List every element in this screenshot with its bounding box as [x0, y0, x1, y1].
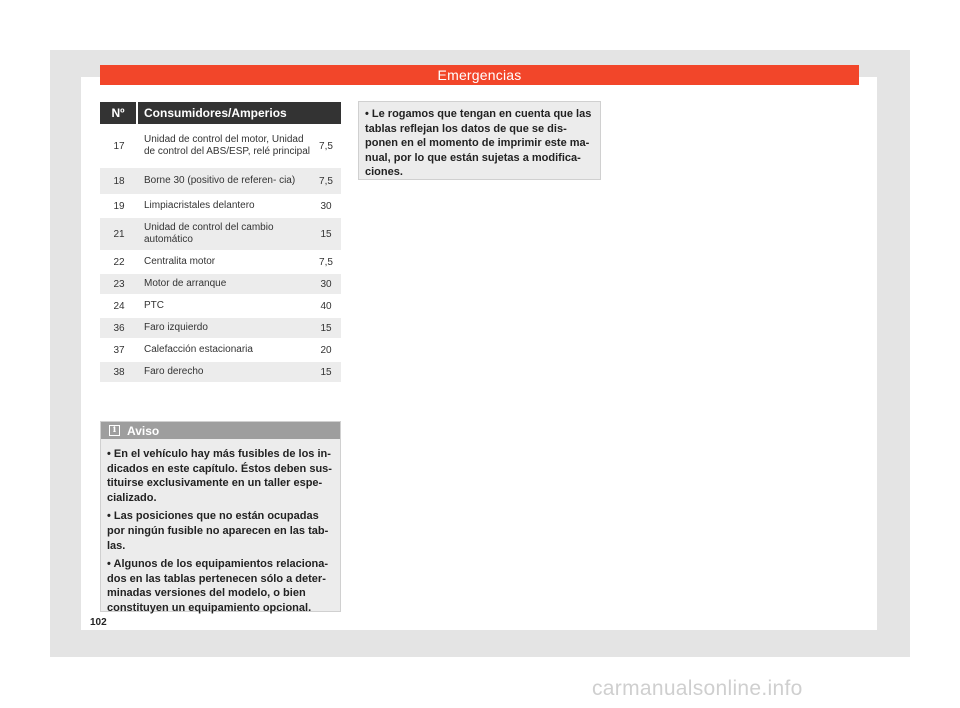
fuse-table	[100, 102, 341, 382]
column-header-number: Nº	[100, 102, 138, 124]
table-row	[100, 194, 341, 216]
cell-number: 24	[113, 300, 125, 312]
cell-number: 19	[113, 200, 125, 212]
cell-consumer: Faro derecho	[144, 366, 204, 377]
cell-consumer: Borne 30 (positivo de referen- cia)	[144, 175, 296, 186]
cell-consumer: Motor de arranque	[144, 278, 227, 289]
info-note	[358, 101, 601, 180]
table-row	[100, 250, 341, 272]
table-row	[100, 294, 341, 316]
cell-number: 37	[113, 344, 125, 356]
table-row	[100, 124, 341, 166]
notice-body	[101, 439, 340, 616]
page-number: 102	[90, 617, 107, 628]
cell-amperes: 30	[320, 200, 332, 212]
cell-amperes: 7,5	[319, 140, 333, 152]
table-row	[100, 360, 341, 382]
cell-consumer: Limpiacristales delantero	[144, 200, 255, 211]
notice-item: • Las posiciones que no están ocupadas por ningún fusible no aparecen en las tab- las.	[107, 510, 329, 552]
table-row	[100, 166, 341, 194]
column-header-consumers: Consumidores/Amperios	[144, 106, 287, 120]
cell-amperes: 20	[320, 344, 332, 356]
cell-number: 21	[113, 228, 125, 240]
info-icon: i	[109, 425, 120, 436]
table-row	[100, 316, 341, 338]
cell-consumer: Unidad de control del cambio automático	[144, 222, 274, 245]
note-text: • Le rogamos que tengan en cuenta que las tablas reflejan los datos de que se dis- ponen en el momento de imprimir este ma- nual, por lo que están sujetas a modifica- ciones.	[365, 108, 592, 179]
notice-title: Aviso	[127, 423, 160, 438]
cell-consumer: Faro izquierdo	[144, 322, 208, 333]
table-body	[100, 124, 341, 382]
cell-amperes: 40	[320, 300, 332, 312]
cell-amperes: 7,5	[319, 175, 333, 187]
cell-number: 23	[113, 278, 125, 290]
cell-consumer: Centralita motor	[144, 256, 216, 267]
notice-item: • En el vehículo hay más fusibles de los in- dicados en este capítulo. Éstos deben sus- tituirse exclusivamente en un taller espe- cializado.	[107, 448, 332, 504]
notice-box	[100, 421, 341, 612]
table-header	[100, 102, 341, 124]
cell-amperes: 15	[320, 228, 332, 240]
watermark: carmanualsonline.info	[592, 677, 803, 700]
cell-consumer: Calefacción estacionaria	[144, 344, 253, 355]
cell-amperes: 30	[320, 278, 332, 290]
cell-amperes: 15	[320, 366, 332, 378]
cell-number: 22	[113, 256, 125, 268]
cell-amperes: 7,5	[319, 256, 333, 268]
table-row	[100, 216, 341, 250]
cell-number: 38	[113, 366, 125, 378]
section-header: Emergencias	[100, 65, 859, 85]
cell-number: 18	[113, 175, 125, 187]
table-row	[100, 338, 341, 360]
cell-consumer: Unidad de control del motor, Unidad de control del ABS/ESP, relé principal	[144, 134, 311, 157]
notice-header	[101, 422, 340, 439]
cell-number: 17	[113, 140, 125, 152]
cell-amperes: 15	[320, 322, 332, 334]
table-row	[100, 272, 341, 294]
notice-item: • Algunos de los equipamientos relaciona- dos en las tablas pertenecen sólo a deter- minadas versiones del modelo, o bien constituyen un equipamiento opcional.	[107, 558, 329, 614]
cell-consumer: PTC	[144, 300, 164, 311]
cell-number: 36	[113, 322, 125, 334]
